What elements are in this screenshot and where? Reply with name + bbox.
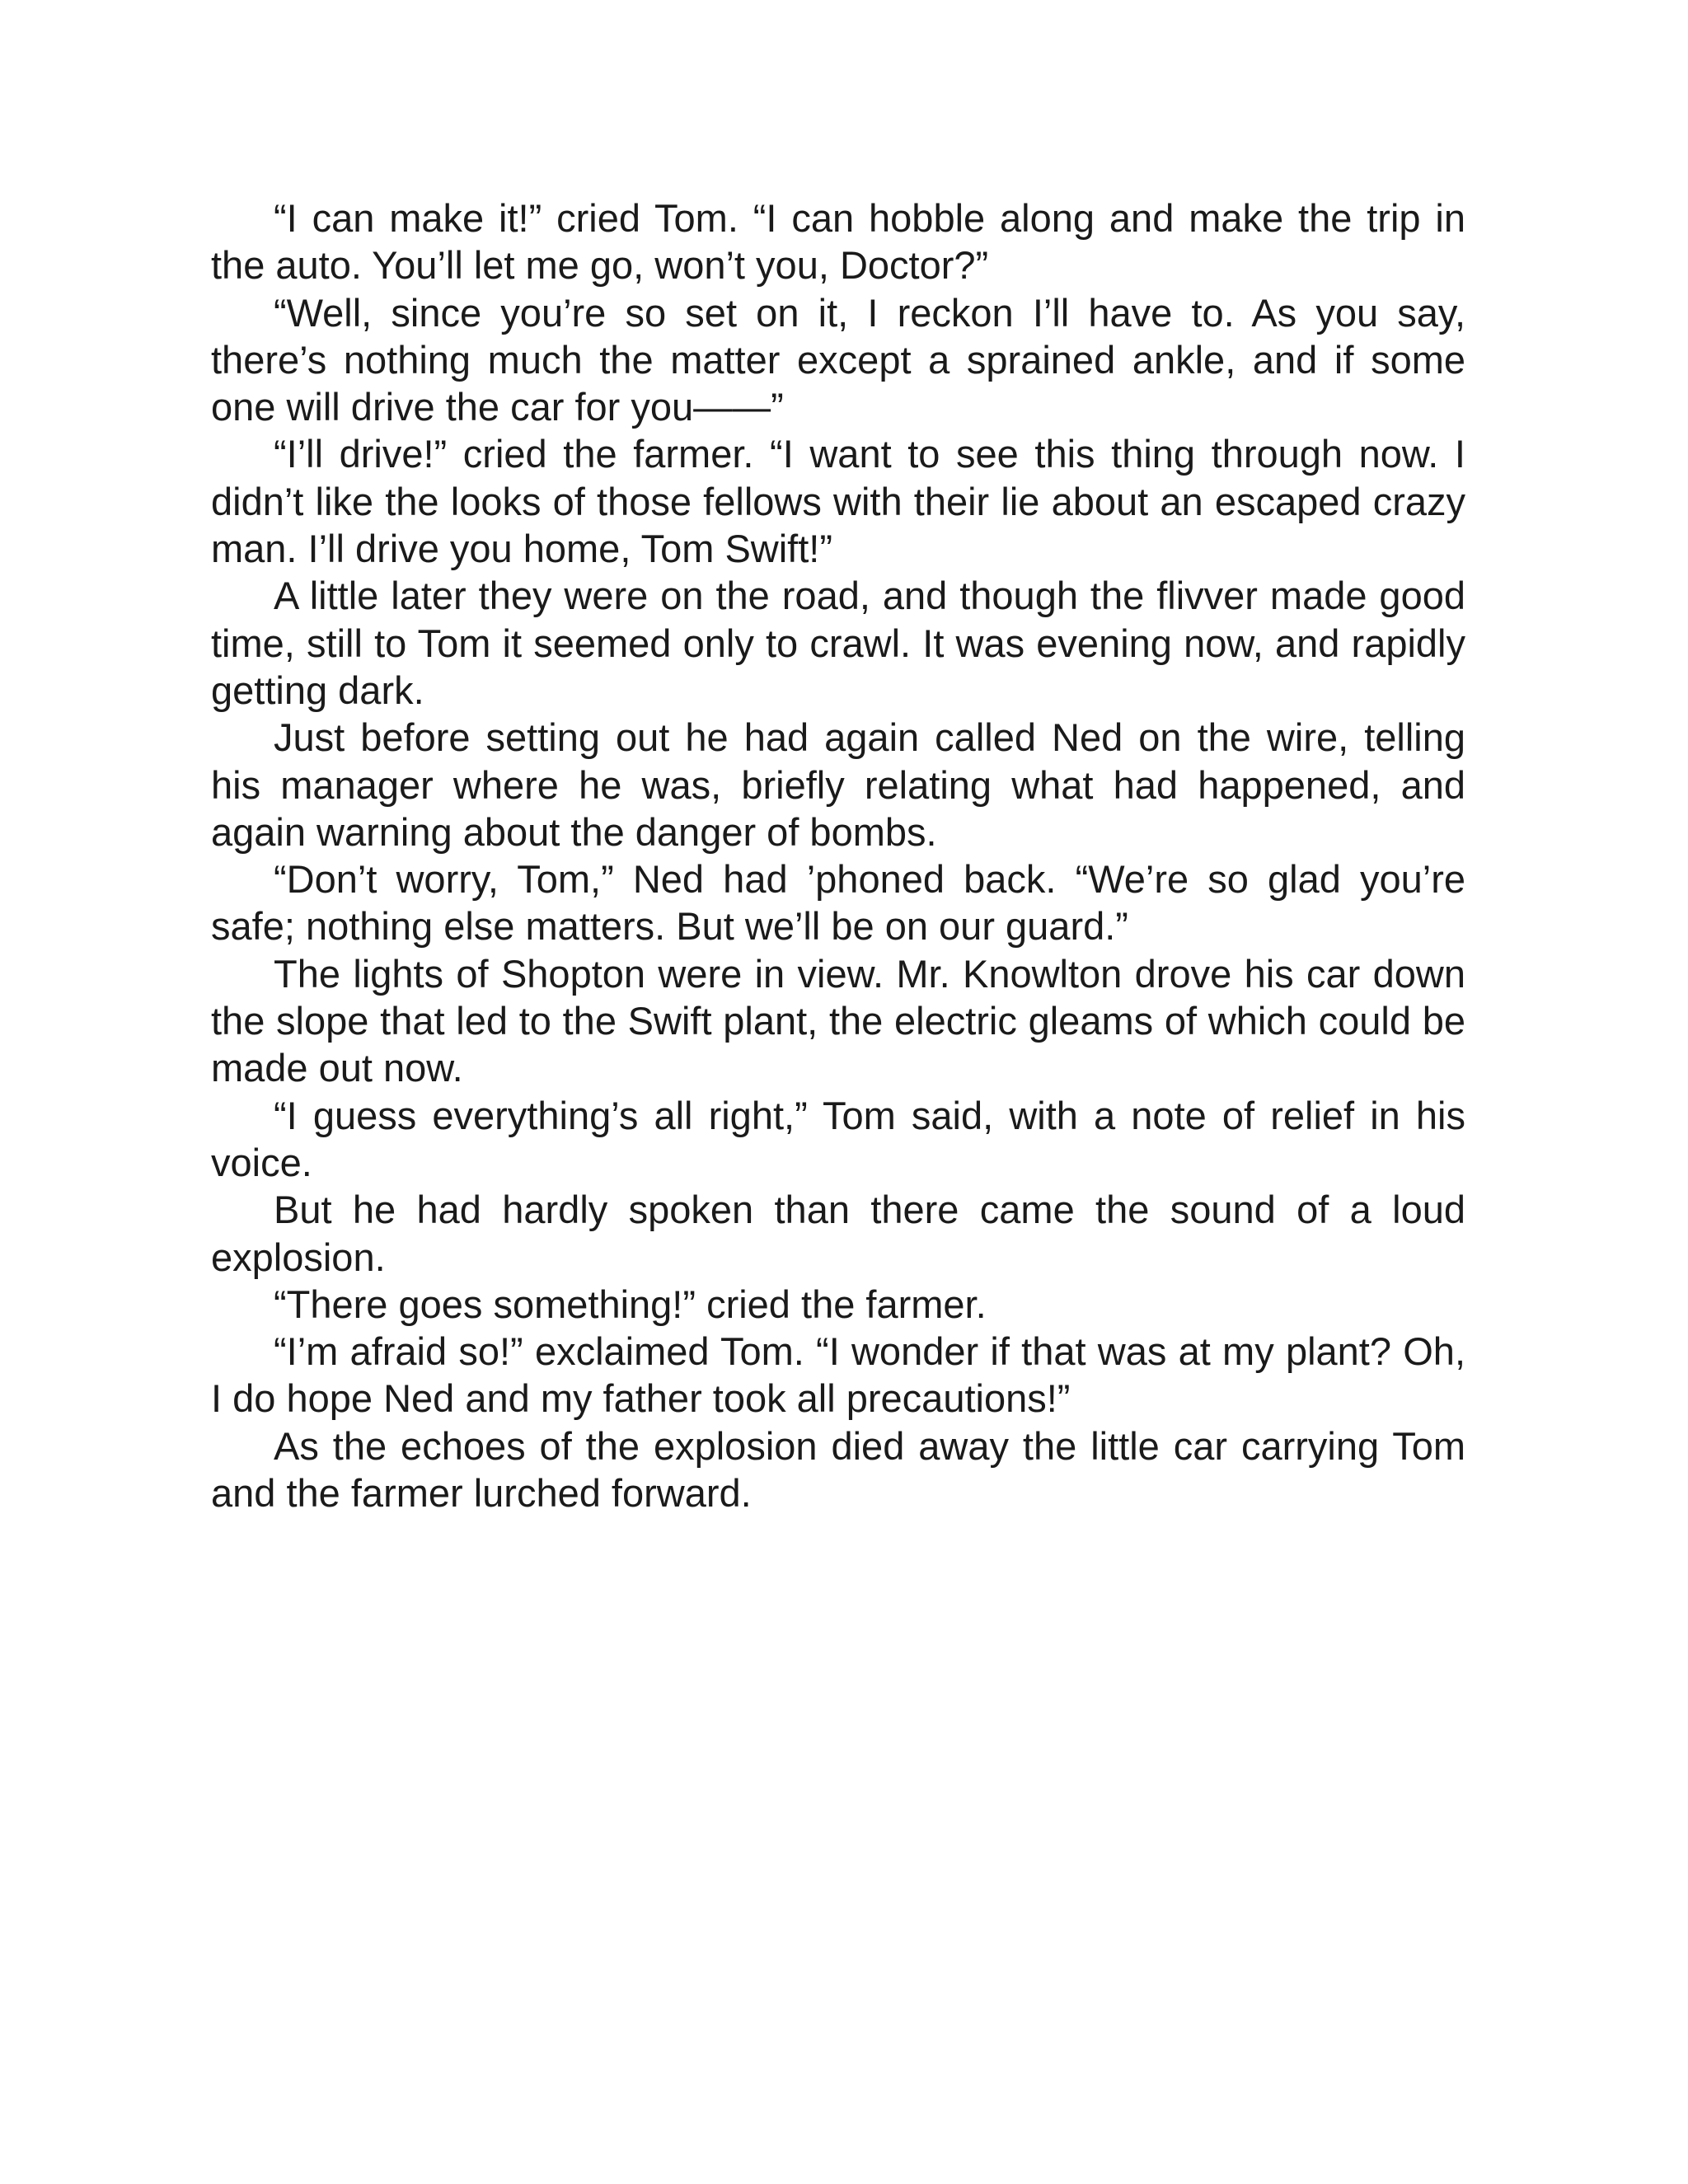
paragraph: A little later they were on the road, and though the flivver made good time, still to Tom it seemed only to crawl. It was evening now, and rapidly getting dark. xyxy=(211,574,1465,712)
paragraph: The lights of Shopton were in view. Mr. Knowlton drove his car down the slope that led to the Swift plant, the electric gleams of which could be made out now. xyxy=(211,951,1465,1090)
paragraph: “Well, since you’re so set on it, I reckon I’ll have to. As you say, there’s nothing much the matter except a sprained ankle, and if some one will drive the car for you——” xyxy=(211,290,1465,429)
paragraph: As the echoes of the explosion died away the little car carrying Tom and the farmer lurched forward. xyxy=(211,1423,1465,1516)
body-text xyxy=(211,194,1465,1516)
paragraph: “I’ll drive!” cried the farmer. “I want to see this thing through now. I didn’t like the looks of those fellows with their lie about an escaped crazy man. I’ll drive you home, Tom Swift!” xyxy=(211,432,1465,571)
paragraph: Just before setting out he had again called Ned on the wire, telling his manager where he was, briefly relating what had happened, and again warning about the danger of bombs. xyxy=(211,715,1465,854)
paragraph: “Don’t worry, Tom,” Ned had ’phoned back. “We’re so glad you’re safe; nothing else matters. But we’ll be on our guard.” xyxy=(211,857,1465,949)
paragraph: “I can make it!” cried Tom. “I can hobble along and make the trip in the auto. You’ll let me go, won’t you, Doctor?” xyxy=(211,196,1465,288)
paragraph: “I guess everything’s all right,” Tom said, with a note of relief in his voice. xyxy=(211,1093,1465,1184)
paragraph: “I’m afraid so!” exclaimed Tom. “I wonder if that was at my plant? Oh, I do hope Ned and my father took all precautions!” xyxy=(211,1329,1465,1421)
paragraph: But he had hardly spoken than there came the sound of a loud explosion. xyxy=(211,1188,1465,1279)
paragraph: “There goes something!” cried the farmer. xyxy=(274,1282,987,1326)
